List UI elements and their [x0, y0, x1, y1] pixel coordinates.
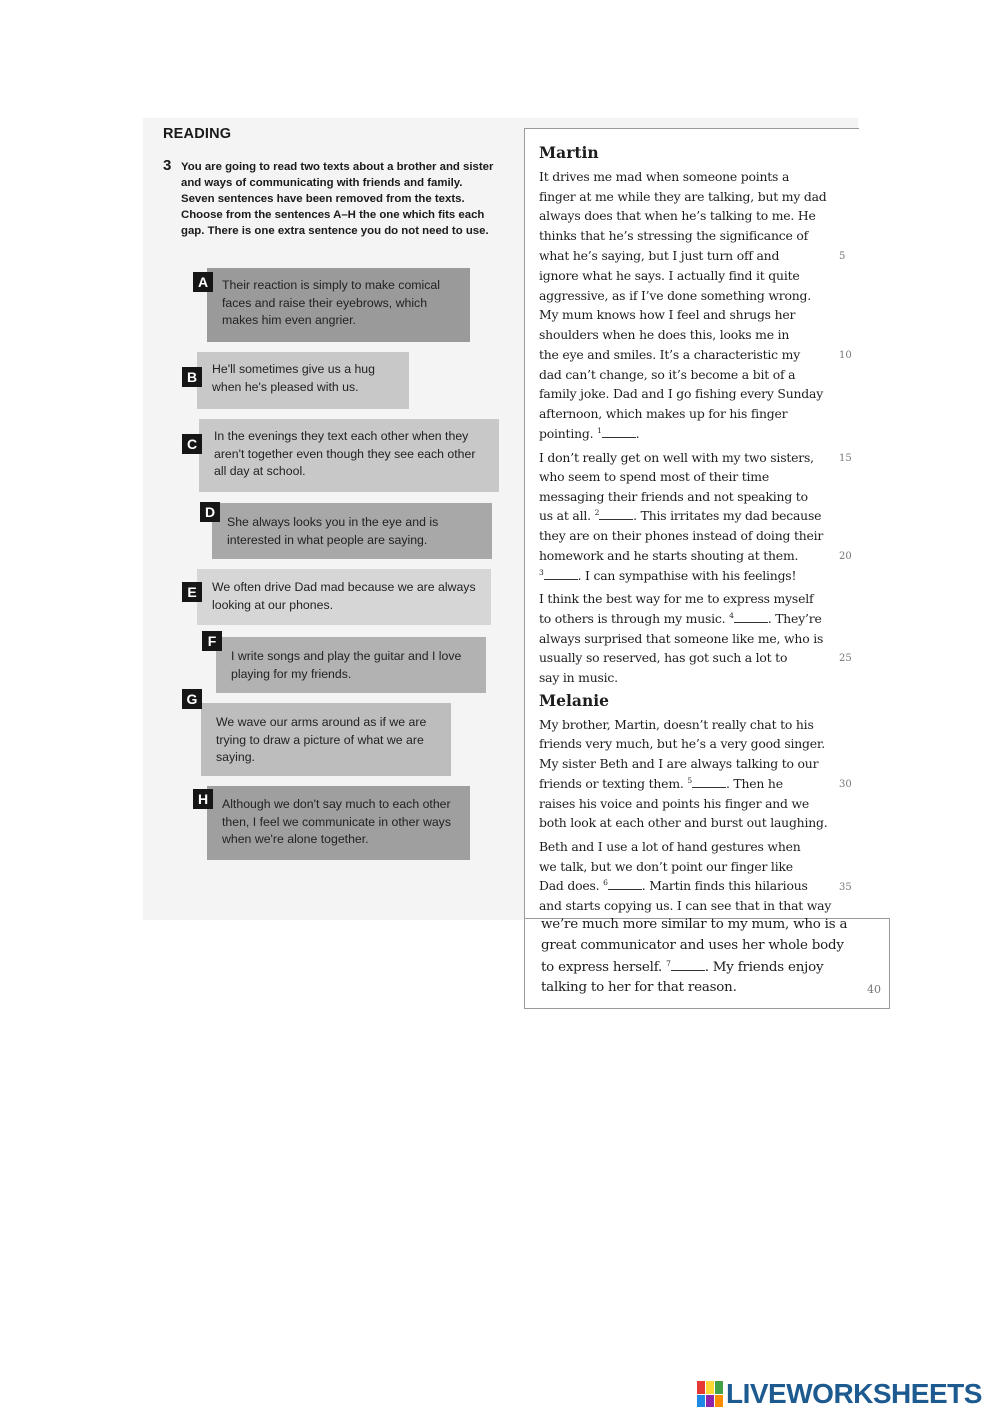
task-number: 3 [163, 157, 172, 174]
logo-tile [697, 1395, 705, 1408]
gap-6-blank[interactable] [608, 879, 642, 890]
text-line: friends very much, but he’s a very good singer. [539, 736, 826, 751]
option-a-box [207, 268, 470, 342]
text-fragment: . This irritates my dad because [633, 508, 822, 523]
gap-number: 2 [594, 508, 600, 517]
text-line-with-gap [539, 611, 822, 626]
gap-1-blank[interactable] [602, 427, 636, 438]
text-line: dad can’t change, so it’s become a bit of a [539, 367, 796, 382]
option-f-text: I write songs and play the guitar and I love playing for my friends. [231, 649, 462, 681]
line-number: 10 [839, 350, 852, 361]
text-fragment: . Martin finds this hilarious [641, 878, 808, 893]
line-number: 30 [839, 779, 852, 790]
text-line: usually so reserved, has got such a lot to [539, 650, 788, 665]
logo-tile [715, 1395, 723, 1408]
text-line-with-gap: pointing. $^1$ . [539, 426, 640, 441]
option-d-letter: D [200, 502, 220, 522]
line-number: 25 [839, 653, 852, 664]
text-line: I don’t really get on well with my two sisters, [539, 450, 814, 465]
text-line: shoulders when he does this, looks me in [539, 327, 790, 342]
gap-number: 1 [597, 426, 602, 435]
line-number: 40 [867, 983, 881, 996]
option-h-box [207, 786, 470, 860]
text-line: finger at me while they are talking, but my dad [539, 189, 827, 204]
text-line: always surprised that someone like me, who is [539, 631, 824, 646]
gap-number: 5 [687, 776, 692, 785]
text-line-with-gap [541, 959, 823, 975]
logo-text: LIVEWORKSHEETS [726, 1378, 982, 1409]
text-fragment: . My friends enjoy [704, 960, 824, 975]
text-line: the eye and smiles. It’s a characteristic my [539, 347, 800, 362]
text-line-with-gap [539, 776, 783, 791]
option-f-box [216, 637, 486, 693]
text-fragment: friends or texting them. [539, 776, 684, 791]
text-fragment: Dad does. [539, 878, 600, 893]
option-e-text: We often drive Dad mad because we are always looking at our phones. [212, 580, 476, 612]
option-b-box [197, 352, 409, 409]
logo-tile [706, 1395, 714, 1408]
text-line-with-gap [539, 508, 821, 523]
text-fragment: to others is through my music. [539, 611, 726, 626]
option-g-box [201, 703, 451, 776]
option-h-letter: H [193, 789, 213, 809]
option-h-text: Although we don't say much to each other then, I feel we communicate in other ways when we're alone together. [222, 797, 451, 846]
text-line: afternoon, which makes up for his finger [539, 406, 788, 421]
text-line: aggressive, as if I’ve done something wrong. [539, 288, 812, 303]
text-line: we talk, but we don’t point our finger like [539, 859, 793, 874]
text-line: always does that when he’s talking to me. He [539, 208, 816, 223]
text-line: My mum knows how I feel and shrugs her [539, 307, 796, 322]
text-line: Beth and I use a lot of hand gestures when [539, 839, 801, 854]
text-fragment: us at all. [539, 508, 591, 523]
logo-tile [715, 1381, 723, 1394]
text-line-with-gap [539, 878, 808, 893]
gap-7-blank[interactable] [671, 960, 705, 971]
text-line: who seem to spend most of their time [539, 469, 769, 484]
text-line: I think the best way for me to express myself [539, 591, 814, 606]
text-line: we’re much more similar to my mum, who is a [541, 917, 848, 932]
gap-4-blank[interactable] [734, 612, 768, 623]
gap-5-blank[interactable] [692, 777, 726, 788]
text-line: homework and he starts shouting at them. [539, 548, 799, 563]
option-d-box [212, 503, 492, 559]
liveworksheets-logo[interactable] [697, 1379, 982, 1409]
gap-number: 6 [603, 878, 608, 887]
text-line: raises his voice and points his finger and we [539, 796, 810, 811]
martin-heading: Martin [539, 143, 599, 162]
text-fragment: to express herself. [541, 960, 663, 975]
option-e-box [197, 569, 491, 625]
text-line: thinks that he’s stressing the significance of [539, 228, 808, 243]
option-d-text: She always looks you in the eye and is interested in what people are saying. [227, 515, 439, 547]
option-g-text: We wave our arms around as if we are trying to draw a picture of what we are saying. [216, 715, 427, 764]
text-line: My brother, Martin, doesn’t really chat to his [539, 717, 814, 732]
text-fragment: pointing. [539, 426, 594, 441]
text-line: both look at each other and burst out laughing. [539, 815, 828, 830]
line-number: 15 [839, 453, 852, 464]
logo-tile [706, 1381, 714, 1394]
text-fragment: . Then he [725, 776, 783, 791]
logo-tile [697, 1381, 705, 1394]
line-number: 20 [839, 551, 852, 562]
text-line: It drives me mad when someone points a [539, 169, 790, 184]
text-line: say in music. [539, 670, 618, 685]
text-fragment: . They’re [767, 611, 822, 626]
text-line: they are on their phones instead of doing their [539, 528, 824, 543]
text-line: talking to her for that reason. [541, 980, 737, 995]
gap-number: 3 [539, 568, 544, 577]
option-f-letter: F [202, 631, 222, 651]
gap-3-blank[interactable] [544, 569, 578, 580]
text-line: and starts copying us. I can see that in that way [539, 898, 832, 913]
melanie-heading: Melanie [539, 691, 609, 710]
text-line: what he’s saying, but I just turn off and [539, 248, 780, 263]
option-a-letter: A [193, 272, 213, 292]
option-g-letter: G [182, 689, 202, 709]
text-line: ignore what he says. I actually find it quite [539, 268, 800, 283]
logo-mark-icon [697, 1381, 723, 1407]
task-instructions: You are going to read two texts about a brother and sister and ways of communicating with friends and family. Seven sentences have been removed from the texts. Choose from the sentences A–H the one which fits each gap. There is one extra sentence you do not need to use. [181, 161, 494, 237]
text-line: great communicator and uses her whole body [541, 938, 844, 953]
option-e-letter: E [182, 582, 202, 602]
text-line: My sister Beth and I are always talking to our [539, 756, 819, 771]
line-number: 35 [839, 882, 852, 893]
gap-number: 7 [666, 959, 671, 968]
text-line: messaging their friends and not speaking to [539, 489, 808, 504]
section-heading: READING [163, 126, 232, 142]
option-c-text: In the evenings they text each other when they aren't together even though they see each other all day at school. [214, 429, 476, 478]
gap-number: 4 [729, 611, 734, 620]
line-number: 5 [839, 251, 846, 262]
option-b-letter: B [182, 367, 202, 387]
option-c-box [199, 419, 499, 492]
text-line-with-gap [539, 568, 796, 583]
text-fragment: . I can sympathise with his feelings! [577, 568, 797, 583]
gap-2-blank[interactable] [599, 509, 633, 520]
option-b-text: He'll sometimes give us a hug when he's pleased with us. [212, 362, 375, 394]
option-a-text: Their reaction is simply to make comical faces and raise their eyebrows, which makes him even angrier. [222, 278, 440, 327]
text-line: family joke. Dad and I go fishing every Sunday [539, 386, 823, 401]
option-c-letter: C [182, 434, 202, 454]
